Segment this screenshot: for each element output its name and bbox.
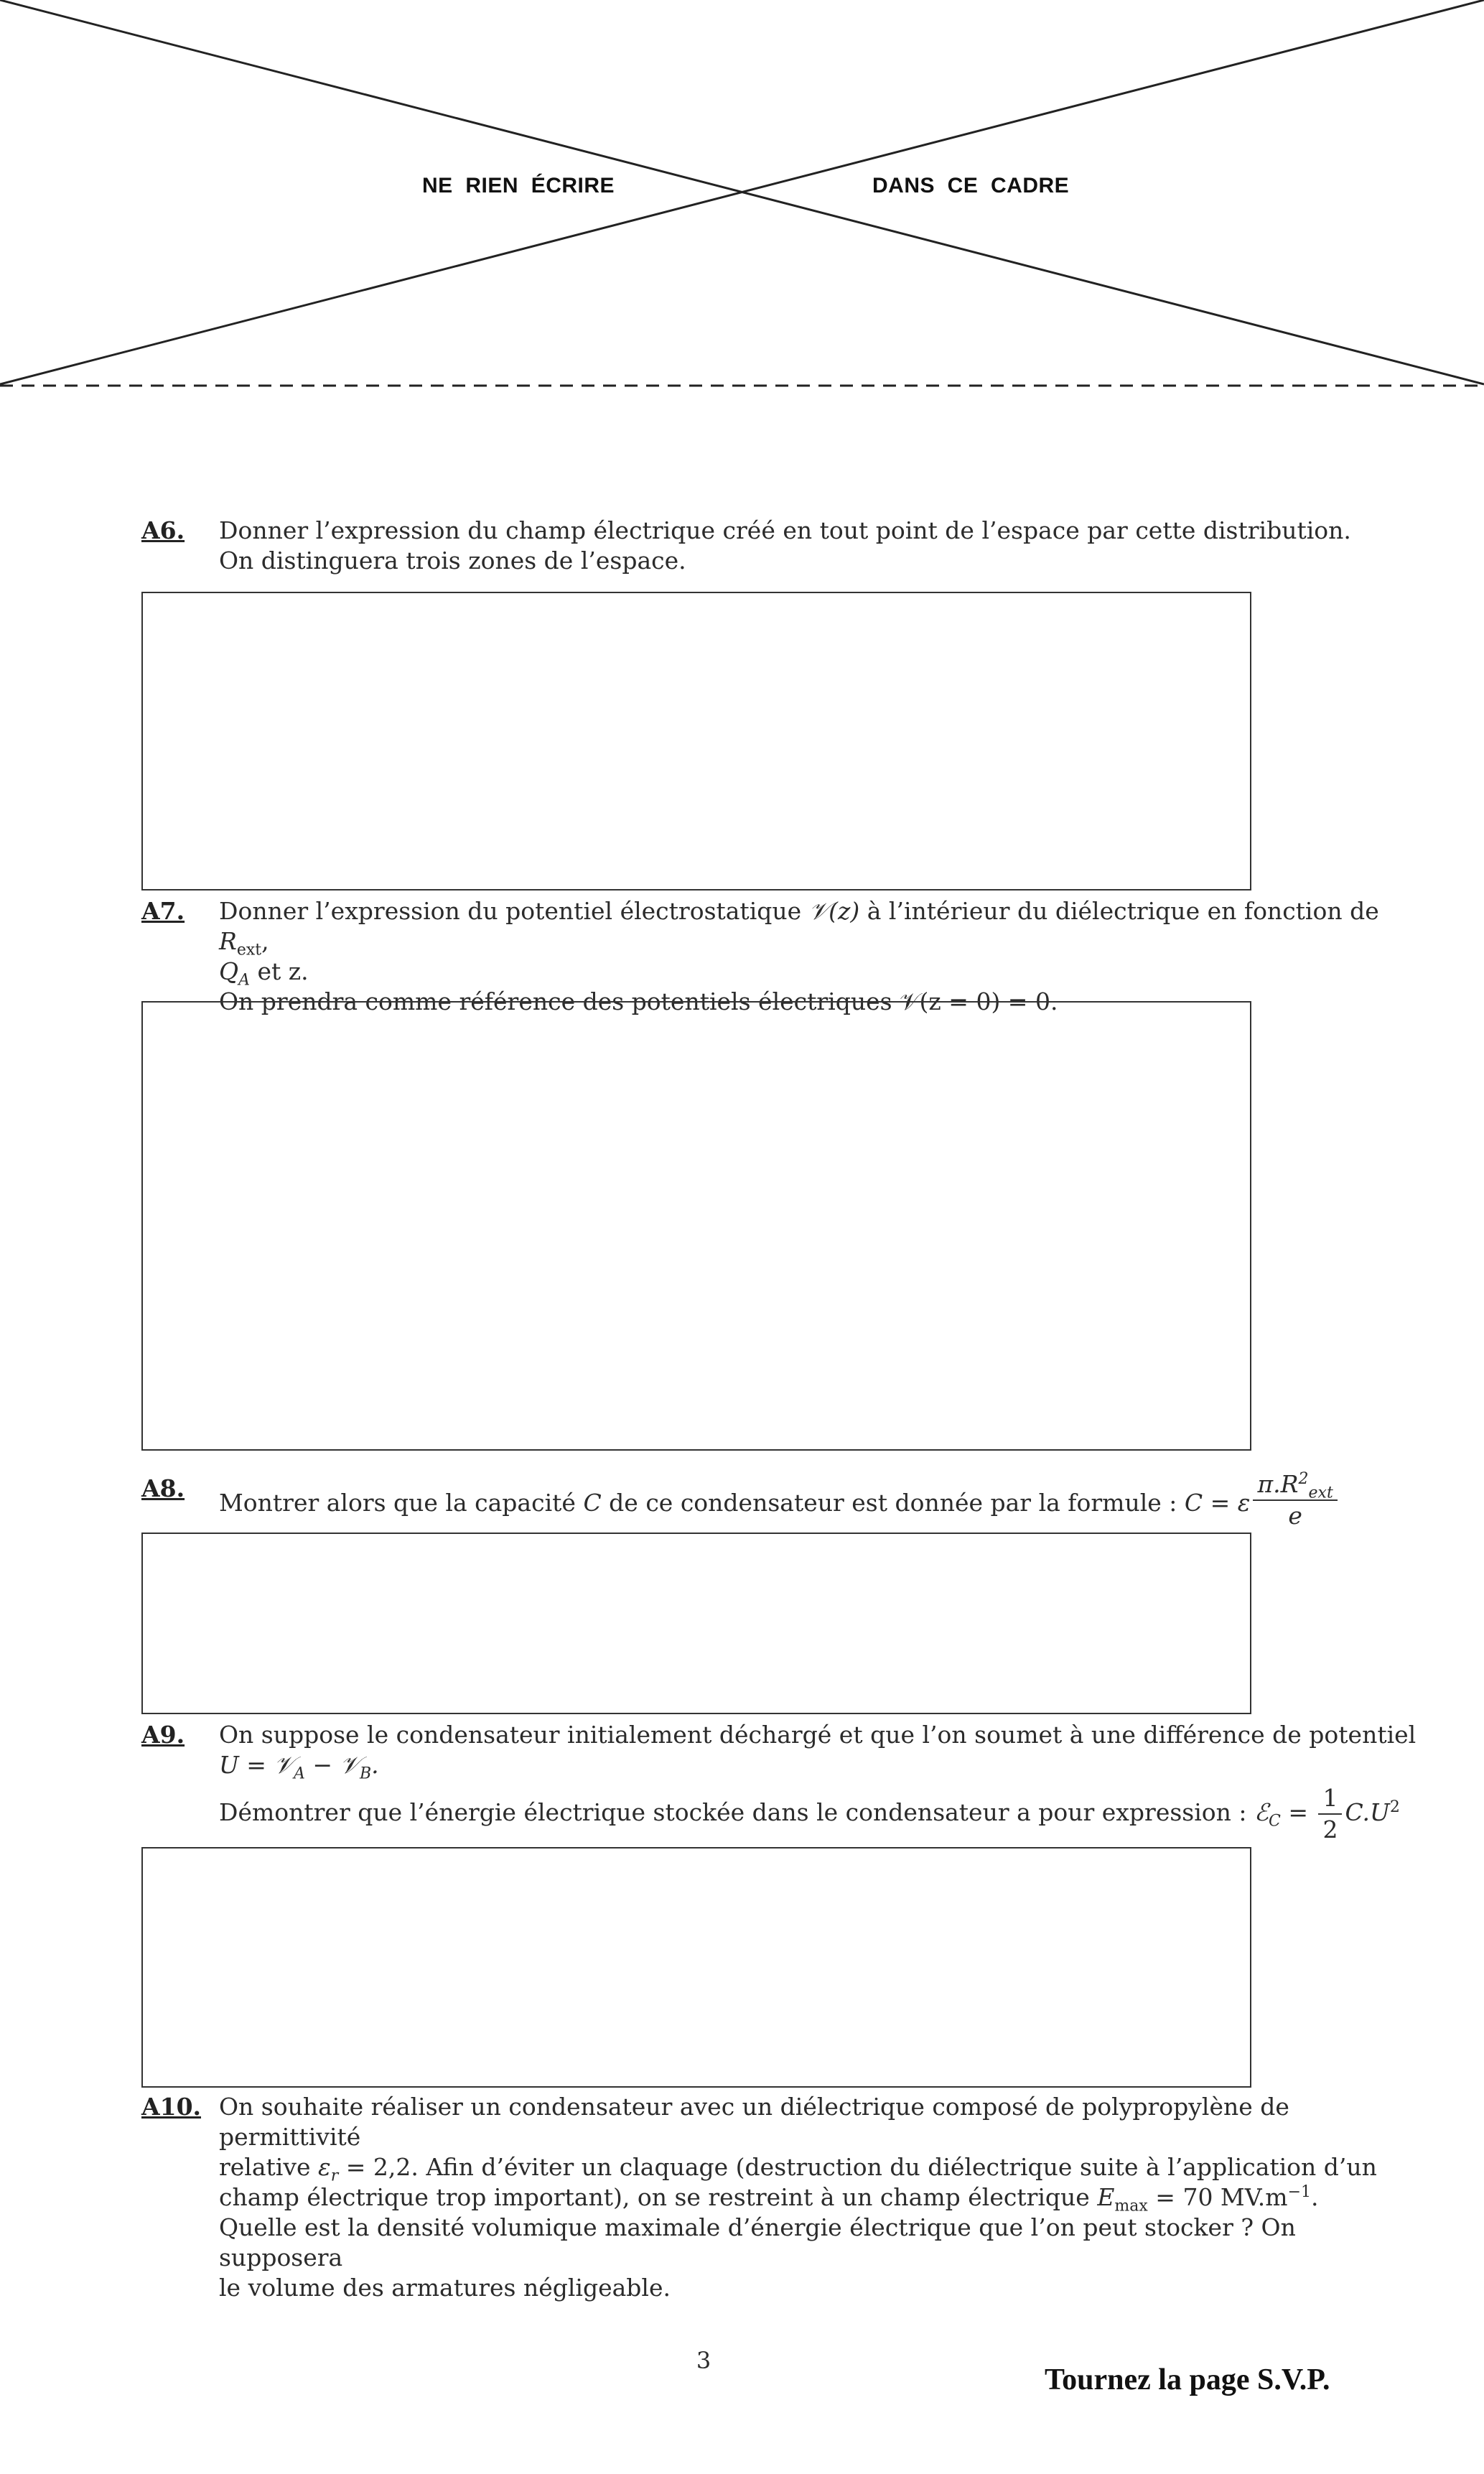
question-text: $Q_A$ et z. — [219, 957, 309, 990]
answer-box-a7[interactable] — [141, 1001, 1251, 1451]
question-text: On souhaite réaliser un condensateur avec un diélectrique composé de polypropylène de permittivité — [219, 2093, 1289, 2151]
question-text: le volume des armatures négligeable. — [219, 2274, 671, 2302]
energy-fraction: $\frac{1}{2}$ — [1318, 1783, 1342, 1845]
question-label: A8. — [141, 1474, 185, 1502]
question-text: On prendra comme référence des potentiels électriques 𝒱(z = 0) = 0. — [219, 987, 1058, 1015]
question-label: A6. — [141, 516, 185, 544]
turn-page-notice: Tournez la page S.V.P. — [1045, 2363, 1330, 2396]
question-label: A7. — [141, 897, 185, 925]
question-text: Quelle est la densité volumique maximale d’énergie électrique que l’on peut stocker ? On supposera — [219, 2213, 1296, 2271]
question-text: relative $\varepsilon_r = 2,2$. Afin d’éviter un claquage (destruction du diélectrique suite à l’application d’un — [219, 2153, 1377, 2185]
question-text: On suppose le condensateur initialement déchargé et que l’on soumet à une différence de potentiel — [219, 1721, 1417, 1749]
question-text: Démontrer que l’énergie électrique stockée dans le condensateur a pour expression : ℰ$_C$ = $\frac{1}{2}$ $C.U^2$ — [219, 1784, 1400, 1843]
header-left-text: NE RIEN ÉCRIRE — [422, 174, 615, 197]
question-text: U = 𝒱$_A$ − 𝒱$_B$. — [219, 1751, 379, 1783]
question-label: A9. — [141, 1721, 185, 1749]
answer-box-a8[interactable] — [141, 1533, 1251, 1714]
question-label: A10. — [141, 2093, 202, 2121]
page-number: 3 — [696, 2347, 711, 2374]
header-right-text: DANS CE CADRE — [872, 174, 1070, 197]
question-text: champ électrique trop important), on se restreint à un champ électrique $E_{max} = 70$ $MV.m^{-1}$. — [219, 2183, 1319, 2215]
question-text: On distinguera trois zones de l’espace. — [219, 547, 686, 575]
question-text: Donner l’expression du potentiel électrostatique 𝒱(z) à l’intérieur du diélectrique en fonction de $R_{ext}$, — [219, 897, 1379, 959]
answer-box-a6[interactable] — [141, 592, 1251, 890]
question-text: Montrer alors que la capacité C de ce condensateur est donnée par la formule : C = ε $\frac{\pi.R^2_{ext}}{e}$ — [219, 1474, 1418, 1535]
question-text: Donner l’expression du champ électrique créé en tout point de l’espace par cette distribution. — [219, 516, 1351, 544]
capacitance-fraction: $\frac{\pi.R^2_{ext}}{e}$ — [1253, 1469, 1337, 1531]
do-not-write-frame — [0, 0, 1484, 402]
answer-box-a9[interactable] — [141, 1847, 1251, 2088]
